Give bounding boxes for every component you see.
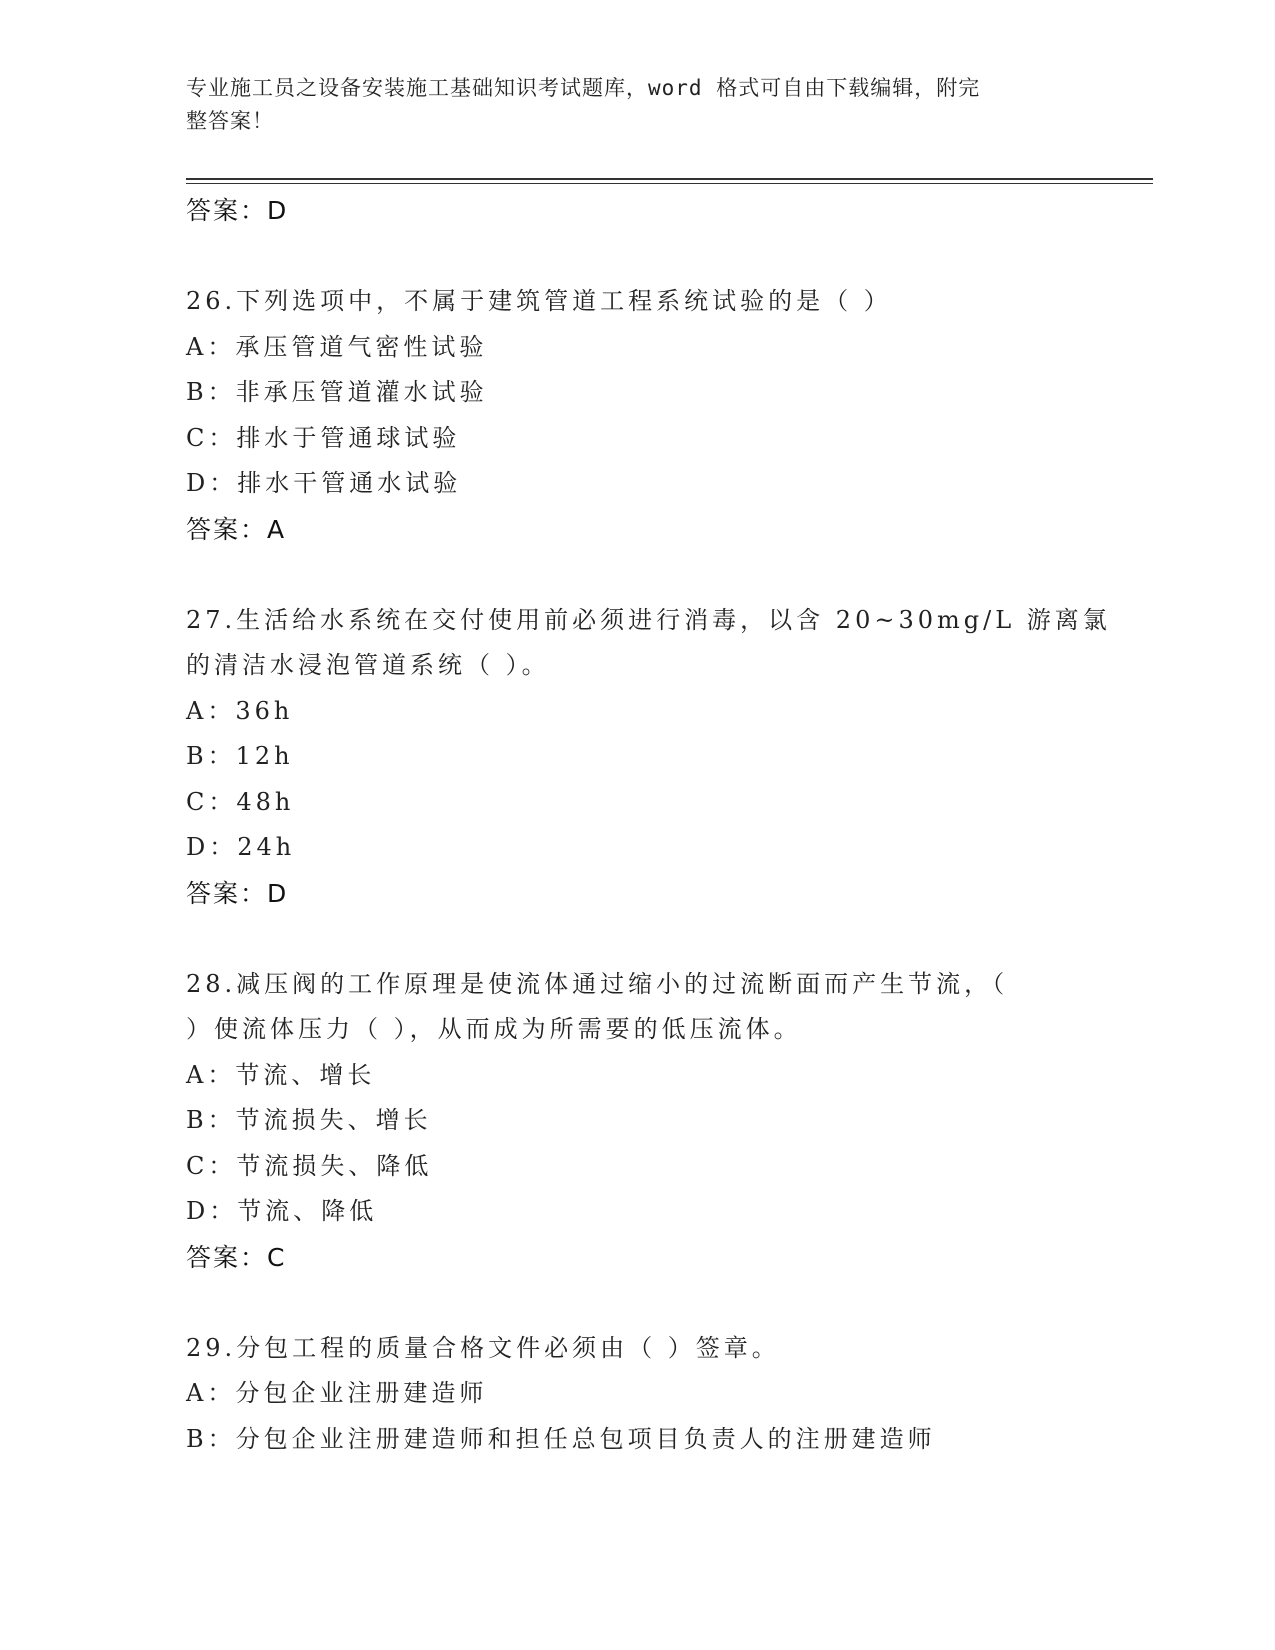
option-b: B：节流损失、增长 (186, 1106, 432, 1134)
option-a: A：承压管道气密性试验 (186, 332, 488, 361)
header-rule-bottom (186, 183, 1153, 184)
option-d: D：节流、降低 (186, 1197, 378, 1225)
option-c: C：节流损失、降低 (186, 1151, 433, 1180)
header-rule-top (186, 178, 1153, 180)
option-a: A：36h (186, 696, 294, 725)
option-b: B：12h (186, 742, 294, 770)
header-line-1: 专业施工员之设备安装施工基础知识考试题库，word 格式可自由下载编辑，附完 (186, 76, 981, 100)
answer: 答案：A (186, 514, 287, 544)
question-stem-continued: 的清洁水浸泡管道系统（ ）。 (186, 651, 550, 679)
option-c: C：48h (186, 787, 295, 816)
question-27 (186, 598, 1111, 917)
option-c: C：排水于管通球试验 (186, 423, 461, 452)
header-line-2: 整答案！ (186, 109, 274, 133)
answer: 答案：C (186, 1242, 287, 1272)
document-header (186, 72, 1066, 138)
question-stem: 29.分包工程的质量合格文件必须由（ ）签章。 (186, 1333, 780, 1362)
option-a: A：节流、增长 (186, 1060, 376, 1089)
option-b: B：非承压管道灌水试验 (186, 378, 488, 406)
option-d: D：排水干管通水试验 (186, 469, 462, 497)
question-stem: 27.生活给水系统在交付使用前必须进行消毒，以含 20~30mg/L 游离氯 (186, 605, 1111, 634)
question-26 (186, 279, 1086, 552)
question-29 (186, 1326, 1086, 1463)
option-a: A：分包企业注册建造师 (186, 1379, 488, 1407)
option-d: D：24h (186, 833, 296, 861)
question-stem-continued: ）使流体压力（ ），从而成为所需要的低压流体。 (186, 1015, 802, 1043)
question-list (186, 188, 1111, 1462)
answer: 答案：D (186, 878, 289, 908)
question-stem: 28.减压阀的工作原理是使流体通过缩小的过流断面而产生节流，（ (186, 969, 1009, 998)
question-28 (186, 962, 1086, 1281)
option-b: B：分包企业注册建造师和担任总包项目负责人的注册建造师 (186, 1424, 936, 1453)
question-stem: 26.下列选项中，不属于建筑管道工程系统试验的是（ ） (186, 287, 892, 315)
previous-answer: 答案：D (186, 196, 289, 225)
